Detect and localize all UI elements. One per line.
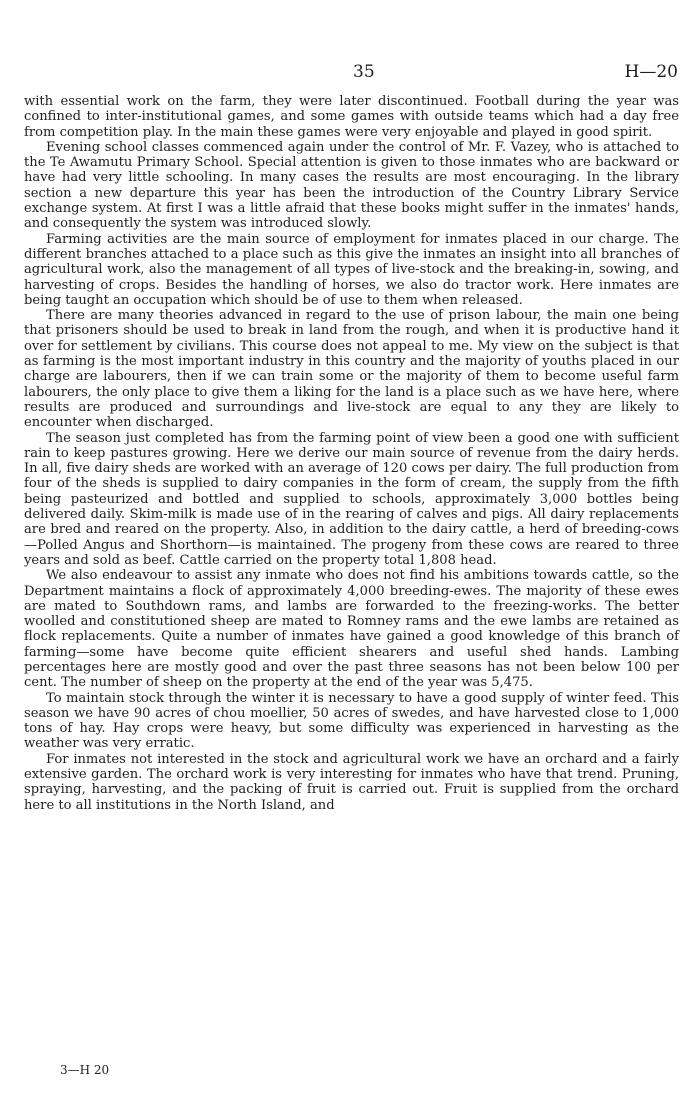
paragraph: We also endeavour to assist any inmate who does not find his ambitions towards cattle, so the Department maintains a flock of approximately 4,000 breeding-ewes. The majority of these ewes are mated to Southdown rams, and lambs are forwarded to the freezing-works. The better woolled and constitutioned sheep are mated to Romney rams and the ewe lambs are retained as flock replacements. Quite a number of inmates have gained a good knowledge of this branch of farming—some have become quite efficient shearers and useful shed hands. Lambing percentages here are mostly good and over the past three seasons has not been below 100 per cent. The number of sheep on the property at the end of the year was 5,475. (24, 568, 679, 691)
paragraph: There are many theories advanced in regard to the use of prison labour, the main one being that prisoners should be used to break in land from the rough, and when it is productive hand it over for settlement by civilians. This course does not appeal to me. My view on the subject is that as farming is the most important industry in this country and the majority of youths placed in our charge are labourers, then if we can train some or the majority of them to become useful farm labourers, the only place to give them a liking for the land is a place such as we have here, where results are produced and surroundings and live-stock are equal to any they are likely to encounter when discharged. (24, 308, 679, 431)
page-number: 35 (353, 62, 375, 82)
paragraph: The season just completed has from the farming point of view been a good one with sufficient rain to keep pastures growing. Here we derive our main source of revenue from the dairy herds. In all, five dairy sheds are worked with an average of 120 cows per dairy. The full production from four of the sheds is supplied to dairy companies in the form of cream, the supply from the fifth being pasteurized and bottled and supplied to schools, approximately 3,000 bottles being delivered daily. Skim-milk is made use of in the rearing of calves and pigs. All dairy replacements are bred and reared on the property. Also, in addition to the dairy cattle, a herd of breeding-cows—Polled Angus and Shorthorn—is maintained. The progeny from these cows are reared to three years and sold as beef. Cattle carried on the property total 1,808 head. (24, 430, 679, 568)
paragraph: For inmates not interested in the stock and agricultural work we have an orchard and a fairly extensive garden. The orchard work is very interesting for inmates who have that trend. Pruning, spraying, harvesting, and the packing of fruit is carried out. Fruit is supplied from the orchard here to all institutions in the North Island, and (24, 751, 679, 813)
body-text (24, 94, 679, 813)
document-code: H—20 (624, 62, 678, 82)
paragraph: with essential work on the farm, they were later discontinued. Football during the year was confined to inter-institutional games, and some games with outside teams which had a day free from competition play. In the main these games were very enjoyable and played in good spirit. (24, 94, 679, 140)
signature-mark: 3—H 20 (60, 1063, 110, 1077)
paragraph: Evening school classes commenced again under the control of Mr. F. Vazey, who is attached to the Te Awamutu Primary School. Special attention is given to those inmates who are backward or have had very little schooling. In many cases the results are most encouraging. In the library section a new departure this year has been the introduction of the Country Library Service exchange system. At first I was a little afraid that these books might suffer in the inmates' hands, and consequently the system was introduced slowly. (24, 139, 679, 232)
paragraph: Farming activities are the main source of employment for inmates placed in our charge. The different branches attached to a place such as this give the inmates an insight into all branches of agricultural work, also the management of all types of live-stock and the breaking-in, sowing, and harvesting of crops. Besides the handling of horses, we also do tractor work. Here inmates are being taught an occupation which should be of use to them when released. (24, 231, 679, 308)
page-header (0, 62, 700, 86)
paragraph: To maintain stock through the winter it is necessary to have a good supply of winter feed. This season we have 90 acres of chou moellier, 50 acres of swedes, and have harvested close to 1,000 tons of hay. Hay crops were heavy, but some difficulty was experienced in harvesting as the weather was very erratic. (24, 690, 679, 752)
